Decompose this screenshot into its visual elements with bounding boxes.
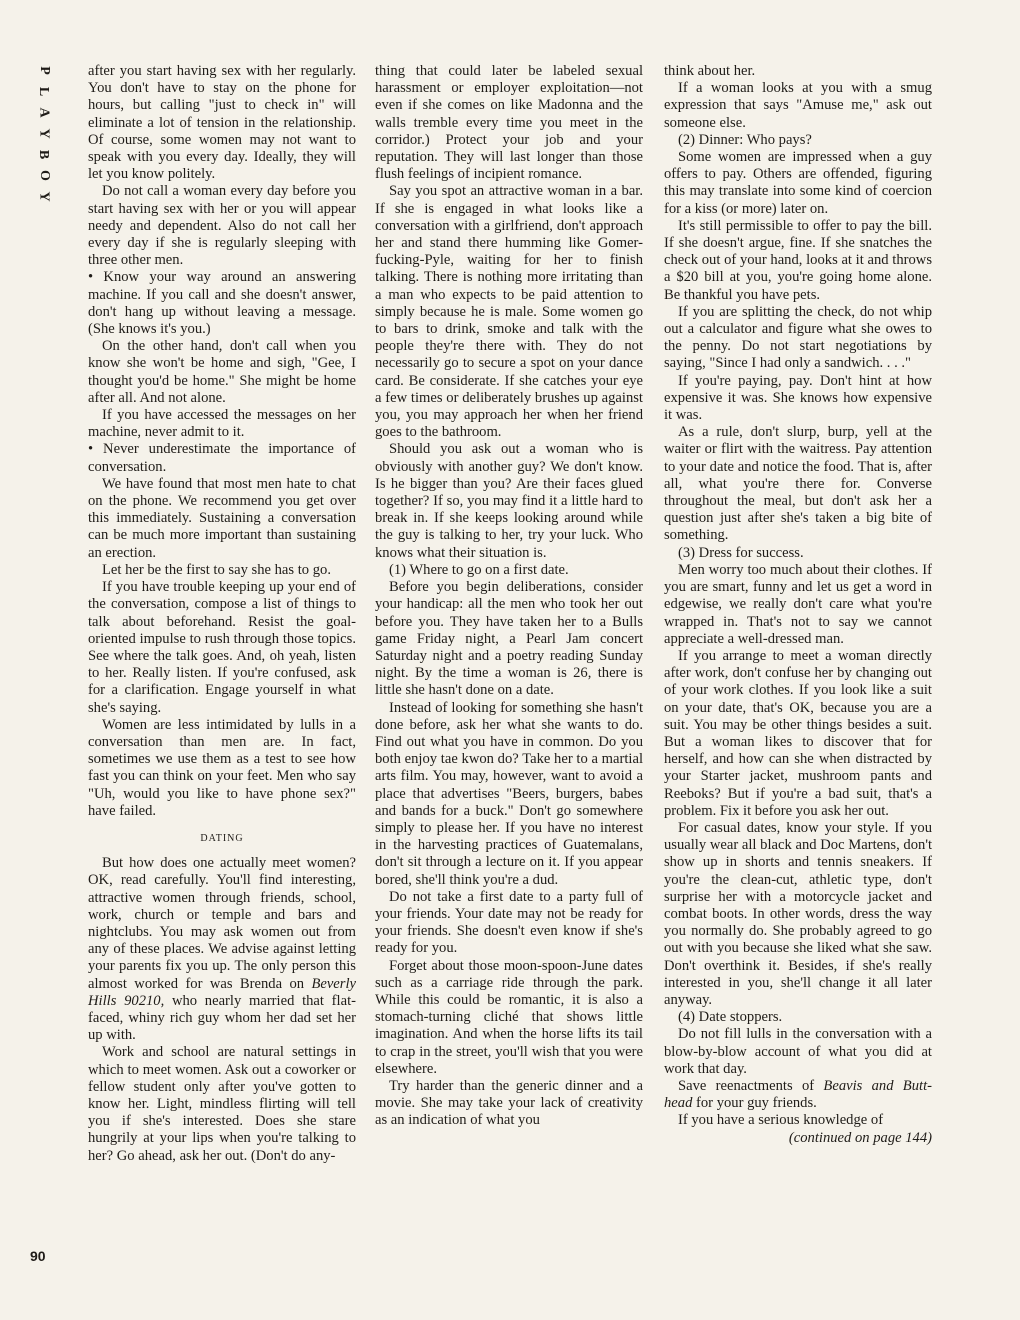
paragraph-text: If you have a serious knowledge of <box>678 1112 884 1129</box>
paragraph <box>664 648 932 820</box>
paragraph <box>375 700 643 889</box>
show-title: Beverly Hills 90210, <box>88 975 356 1009</box>
paragraph <box>664 1009 932 1026</box>
paragraph-text: thing that could later be labeled sexual harassment or employer exploitation—not even if she comes on like Madonna and the walls tremble every time you meet in the corridor.) Protect your job and your reputation. They will last longer than those flush feelings of incipient romance. <box>375 63 643 183</box>
paragraph-text: If you arrange to meet a woman directly after work, don't confuse her by changing out of your work clothes. If you look like a suit on your date, that's OK, because you are a suit. You may be other things besides a suit. But a woman likes to discover that for herself, and how can she when distracted by your Starter jacket, mushroom pants and Reeboks? But if you're a bad suit, that's a problem. Fix it before you ask her out. <box>664 647 932 819</box>
paragraph-text: Men worry too much about their clothes. If you are smart, funny and let us get a word in edgewise, we really don't care what you're wrapped in. That's not to say we cannot appreciate a well-dressed man. <box>664 561 932 647</box>
paragraph-text: (continued on page 144) <box>788 1129 932 1146</box>
paragraph <box>664 80 932 132</box>
paragraph-text: It's still permissible to offer to pay the bill. If she doesn't argue, fine. If she snatches the check out of your hand, looks at it and throws a $20 bill at you, you're going home alone. Be thankful you have pets. <box>664 217 932 303</box>
paragraph-text: Work and school are natural settings in which to meet women. Ask out a coworker or fellow student only after you've gotten to know her. Light, mindless flirting will tell you if she's interested. Does she stare hungrily at your lips when you're talking to her? Go ahead, ask her out. (Don't do any- <box>88 1044 356 1164</box>
paragraph-text: (3) Dress for success. <box>678 544 804 561</box>
paragraph <box>88 717 356 820</box>
paragraph-text: (1) Where to go on a first date. <box>389 561 569 578</box>
paragraph-text: For casual dates, know your style. If you usually wear all black and Doc Martens, don't show up in shorts and tennis sneakers. If you're the clean-cut, athletic type, don't surprise her with a motorcycle jacket and combat boots. In other words, dress the way you normally do. She probably agreed to go out with you because she liked what she saw. Don't overthink it. Besides, if she's really interested in you, she'll change it all later anyway. <box>664 819 932 1008</box>
paragraph <box>375 441 643 561</box>
paragraph-text: think about her. <box>664 63 756 79</box>
masthead-letter: O <box>36 170 52 181</box>
paragraph-text: after you start having sex with her regularly. You don't have to stay on the phone for hours, but calling "just to check in" will eliminate a lot of tension in the relationship. Of course, some women may not want to speak with you every day. Ideally, they will let you know politely. <box>88 63 356 183</box>
paragraph <box>88 183 356 269</box>
paragraph-text: Save reenactments of <box>678 1077 815 1094</box>
section-heading <box>88 830 356 847</box>
paragraph-text: Some women are impressed when a guy offers to pay. Others are offended, figuring this may translate into some kind of coercion for a kiss (or more) later on. <box>664 149 932 217</box>
paragraph <box>664 304 932 373</box>
text-column-1 <box>88 63 356 1165</box>
paragraph-text: for your guy friends. <box>692 1095 817 1112</box>
masthead-letter: B <box>36 149 52 160</box>
paragraph-text: Before you begin deliberations, consider your handicap: all the men who took her out before you. They have taken her to a Bulls game Friday night, a Pearl Jam concert Saturday night and a poetry reading Sunday night. By the time a woman is 26, there is little she hasn't done on a date. <box>375 579 643 699</box>
paragraph <box>88 407 356 441</box>
paragraph-text: Try harder than the generic dinner and a movie. She may take your lack of creativity as an indication of what you <box>375 1077 643 1129</box>
paragraph-text: We have found that most men hate to chat on the phone. We recommend you get over this immediately. Sustaining a conversation can be much more important than sustaining an erection. <box>88 475 356 561</box>
paragraph <box>664 132 932 149</box>
paragraph <box>375 562 643 579</box>
paragraph-text: If you're paying, pay. Don't hint at how expensive it was. She knows how expensive it was. <box>664 372 932 424</box>
paragraph <box>88 855 356 1044</box>
paragraph-text: Let her be the first to say she has to go. <box>102 561 331 578</box>
paragraph-text: But how does one actually meet women? OK, read carefully. You'll find interesting, attractive women through friends, school, work, church or temple and bars and nightclubs. You may ask women out from any of these places. We advise against letting your parents fix you up. The only person this almost worked for was Brenda on <box>88 855 356 992</box>
magazine-masthead <box>32 60 56 207</box>
masthead-letter: A <box>36 107 52 118</box>
paragraph <box>88 441 356 475</box>
paragraph <box>664 63 932 80</box>
paragraph-text: Do not call a woman every day before you start having sex with her or you will appear needy and dependent. Also do not call her every day if she is regularly sleeping with three other men. <box>88 183 356 269</box>
paragraph-text: As a rule, don't slurp, burp, yell at the waiter or flirt with the waitress. Pay attention to your date and notice the food. That is, after all, what you're there for. Converse throughout the meal, but don't ask her a question just after she's taken a big bite of something. <box>664 424 932 544</box>
paragraph <box>664 545 932 562</box>
paragraph-text: If you are splitting the check, do not whip out a calculator and figure what she owes to the penny. Do not start negotiations by saying, "Since I had only a sandwich. . . ." <box>664 303 932 372</box>
paragraph <box>375 579 643 699</box>
masthead-letter: L <box>36 86 52 97</box>
paragraph <box>664 562 932 648</box>
paragraph-text: (2) Dinner: Who pays? <box>678 131 812 148</box>
masthead-letter: Y <box>36 191 52 202</box>
paragraph <box>88 579 356 717</box>
paragraph <box>375 63 643 183</box>
paragraph-text: Do not take a first date to a party full of your friends. Your date may not be ready for your friends. She doesn't even know if she's ready for you. <box>375 888 643 957</box>
paragraph-text: DATING <box>200 832 244 844</box>
paragraph <box>664 218 932 304</box>
text-column-3 <box>664 63 932 1147</box>
masthead-letter: P <box>36 66 52 75</box>
paragraph-text: (4) Date stoppers. <box>678 1009 783 1026</box>
masthead-letter: Y <box>36 128 52 139</box>
paragraph <box>88 338 356 407</box>
paragraph-text: Forget about those moon-spoon-June dates such as a carriage ride through the park. While this could be romantic, it is also a stomach-turning cliché that shows little imagination. And when the horse lifts its tail to crap in the street, you'll wish that you were elsewhere. <box>375 957 643 1077</box>
paragraph-text: If you have accessed the messages on her machine, never admit to it. <box>88 407 356 441</box>
text-column-2 <box>375 63 643 1130</box>
continued-note <box>664 1130 932 1147</box>
paragraph <box>88 269 356 338</box>
paragraph-text: Women are less intimidated by lulls in a conversation than men are. In fact, sometimes we use them as a test to see how fast you can think on your feet. Men who say "Uh, would you like to have phone sex?" have failed. <box>88 716 356 819</box>
paragraph <box>88 63 356 183</box>
paragraph-text: who nearly married that flat-faced, whiny rich guy whom her dad set her up with. <box>88 992 356 1044</box>
paragraph-text: On the other hand, don't call when you know she won't be home and sigh, "Gee, I thought you'd be home." She might be home after all. And not alone. <box>88 338 356 406</box>
paragraph-text: • Never underestimate the importance of conversation. <box>88 441 356 475</box>
paragraph <box>664 820 932 1009</box>
page-number: 90 <box>30 1248 46 1264</box>
paragraph <box>664 1078 932 1112</box>
paragraph-text: Do not fill lulls in the conversation with a blow-by-blow account of what you did at work that day. <box>664 1026 932 1077</box>
paragraph <box>88 476 356 562</box>
paragraph <box>375 958 643 1078</box>
paragraph <box>375 889 643 958</box>
paragraph <box>664 424 932 544</box>
paragraph <box>88 1044 356 1164</box>
paragraph <box>664 1026 932 1078</box>
paragraph-text: • Know your way around an answering machine. If you call and she doesn't answer, don't hang up without leaving a message. (She knows it's you.) <box>88 269 356 338</box>
paragraph <box>664 1112 932 1129</box>
paragraph <box>375 1078 643 1130</box>
paragraph-text: If a woman looks at you with a smug expression that says "Amuse me," ask out someone else. <box>664 80 932 131</box>
paragraph-text: If you have trouble keeping up your end of the conversation, compose a list of things to talk about beforehand. Resist the goal-oriented impulse to rush through those topics. See where the talk goes. And, oh yeah, listen to her. Really listen. If you're confused, ask for a clarification. Engage yourself in what she's saying. <box>88 579 356 716</box>
paragraph-text: Instead of looking for something she hasn't done before, ask her what she wants to do. Find out what you have in common. Do you both enjoy tae kwon do? Take her to a martial arts film. You may, however, want to avoid a place that advertises "Beers, burgers, babes and bands for a buck." Don't go somewhere simply to please her. If you have no interest in the harvesting practices of Guatemalans, don't sit through a lecture on it. If you appear bored, she'll think you're a dud. <box>375 699 643 888</box>
paragraph-text: Say you spot an attractive woman in a bar. If she is engaged in what looks like a conversation with a girlfriend, don't approach her and stand there humming like Gomer-fucking-Pyle, waiting for her to finish talking. There is nothing more irritating than a man who expects to be paid attention to simply because he is male. Some women go to bars to drink, smoke and talk with the people they're there with. They do not necessarily go to secure a spot on your dance card. Be considerate. If she catches your eye a few times or deliberately brushes up against you, you may approach her when her friend goes to the bathroom. <box>375 183 643 441</box>
paragraph <box>664 149 932 218</box>
paragraph <box>88 562 356 579</box>
paragraph-text: Should you ask out a woman who is obviously with another guy? We don't know. Is he bigger than you? Are their faces glued together? If so, you may find it a little hard to break in. If she keeps looking around while the guy is talking to her, try your luck. Who knows what their situation is. <box>375 441 643 561</box>
show-title: Beavis and Butt-head <box>664 1077 932 1112</box>
paragraph <box>375 183 643 441</box>
paragraph <box>664 373 932 425</box>
